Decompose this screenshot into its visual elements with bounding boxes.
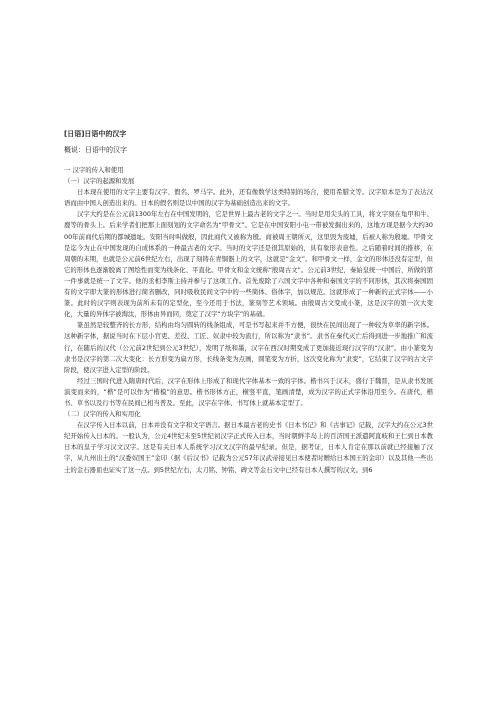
document-summary: 概说：日语中的汉字 — [64, 146, 127, 154]
document-title: [日语]日语中的汉字 — [64, 130, 127, 138]
paragraph: 篆虽然是较整齐的长方形，结构由均匀圆转的线条组成，可是书写起来并不方便，很快在民间出现了一种较为草率的新字体。这种新字体，据说当时在下层小官吏、差役、工匠、奴隶中较为流行，所以称为“隶书”。隶书在秦代灭亡后得到进一步地推广和流行，在随后的汉代（公元前2世纪到公元3世纪），发明了纸和墨，汉字在西汉时期变成了更加接近现行汉字的“汉隶”。由小篆变为隶书是汉字的第二次大变化：长方形变为扁方形，长线条变为点画，圆笔变为方折，这次变化称为“隶变”，它结束了汉字的古文字阶段，使汉字进入定型的阶段。 — [64, 321, 433, 374]
paragraph: 汉字大约是在公元前1300年左右在中国发明的，它是世界上最古老的文字之一。当时是用尖头的工具，将文字刻在龟甲和牛、鹿等的骨头上。后来学者们把那上面刻划的文字命名为“甲骨文”。它是在中国安阳小屯一带被发掘出来的，这地方现是据今大约3000年前商代后期的都城遗址。安阳当时叫做殷，因此商代又被称为殷。商被周王朝所灭，这里毁为废墟，后被人称为殷墟。甲骨文是迄今为止在中国发现的自成体系的一种最古老的文字。当时的文字还是很其原始的，具有象形表意性。之后随着时间的推移，在周朝的末期，也就是公元前6世纪左右，出现了刻铸在青铜器上的文字，这就是“金文”。和甲骨文一样，金文的形体还没有定型，但它的形体也逐渐脱离了图绘性而变为线条化、平直化。甲骨文和金文统称“殷周古文”。公元前3世纪，秦始皇统一中国后，所做的第一件事就是统一了文字。他的丞相李斯主持并参与了这项工作。首先废除了六国文字中各种和秦国文字的不同形体，其次将秦国固有的文字即大篆的形体进行简省删改，同时吸收民间文字中的一些简体、俗体字，加以规范。这就形成了一种新的正式字体——小篆。此时的汉字则表现为前所未有的定型化，至今还用于书法，篆刻等艺术领域。由殷周古文变成小篆，这是汉字的第一次大变化，大量的异体字被淘汰，形体由异而同，奠定了汉字“方块字”的基础。 — [64, 210, 433, 319]
paragraph: 在汉字传入日本以前，日本并没有文字和文字语言。据日本最古老的史书《日本书记》和《古事记》记载，汉字大约在公元3世纪开始传入日本的。一般认为，公元4世纪末至5世纪初汉字正式传入日本，当时朝鲜半岛上的百济国王派遣阿直岐和王仁到日本教日本的皇子学习汉文汉字。这是有关日本人系统学习汉文汉字的最早纪录。但是，据考证，日本人肯定在那以前就已经接触了汉字，从九州出土的“汉委奴国王”金印（据《后汉书》记载为公元57年汉武帝接见日本使者时赠给日本国王的金印）以及其他一些出土的金石器皿也证实了这一点。到5世纪左右，太刀铭、钟铭、碑文等金石文中已经有日本人撰写的汉文。到6 — [64, 421, 433, 474]
subsection-heading: （一）汉字的起源和发展 — [64, 177, 135, 186]
paragraph: 经过三国时代进入隋唐时代后，汉字在形体上形成了和现代字体基本一致的字体。楷书兴于汉末，盛行于魏晋，是从隶书发展演变而来的，“楷”是可以作为“楷模”的意思。楷书形体方正，横竖平直，笔画清楚，成为汉字的正式字体沿用至今。在唐代，楷书、草书以及行书等在民间已相当普及。至此，汉字在字体、书写体上就基本定型了。 — [64, 376, 433, 407]
section-heading: 一 汉字的传入和使用 — [64, 166, 124, 174]
subsection-heading: （二）汉字的传入和实用化 — [64, 410, 141, 419]
paragraph: 日本现在使用的文字主要有汉字、假名、罗马字。此外，还有像数学这类特别的场合，使用希腊文等。汉字原本是为了表达汉语而由中国人创造出来的。日本的假名则是以中国的汉字为基础创造出来的文字。 — [64, 188, 433, 208]
document-body — [64, 165, 433, 476]
